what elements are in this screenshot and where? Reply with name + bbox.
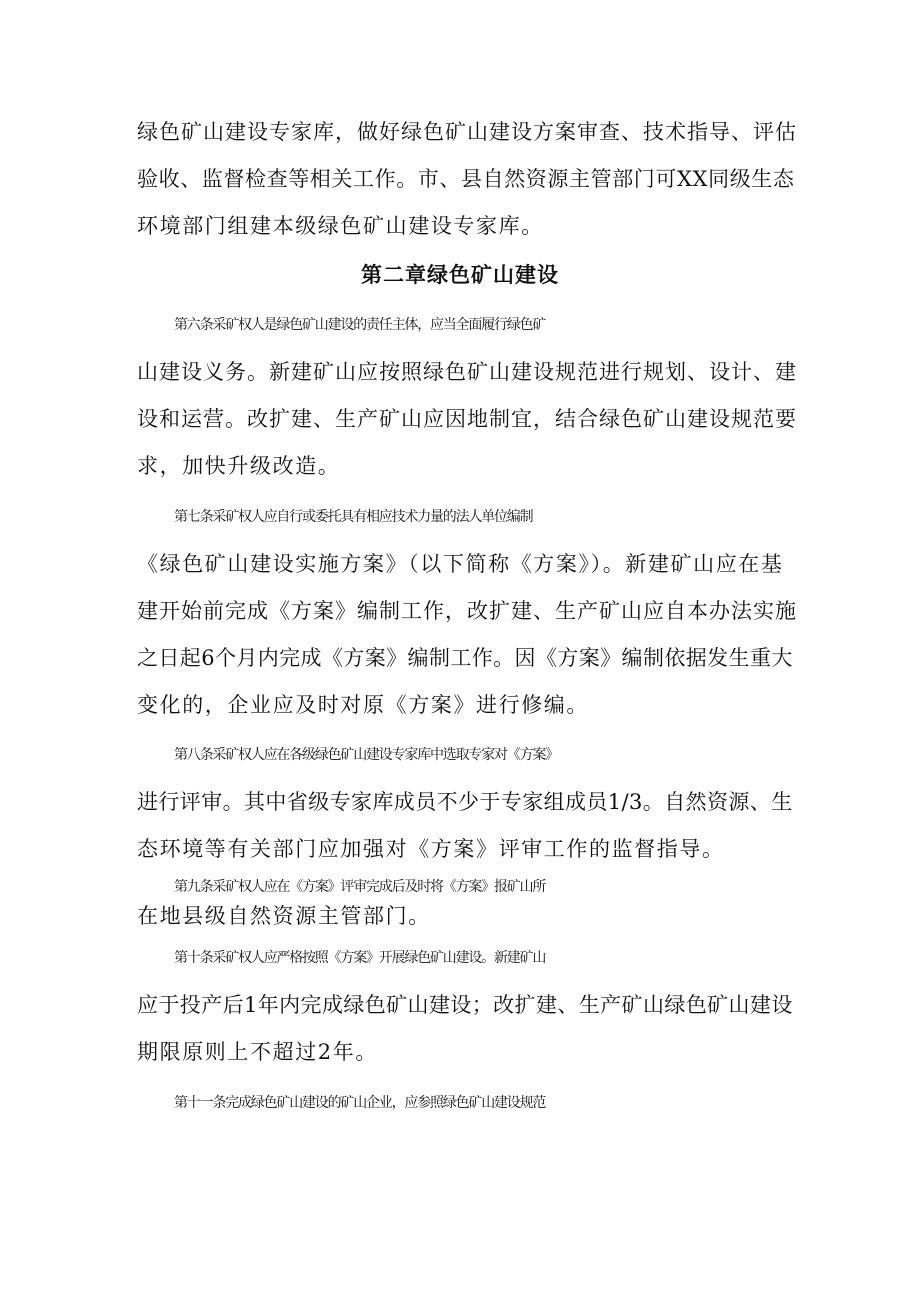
paragraph-line: 期限原则上不超过2年。 [137, 1040, 378, 1064]
paragraph-line: 在地县级自然资源主管部门。 [137, 904, 431, 928]
paragraph-line: 态环境等有关部门应加强对《方案》评审工作的监督指导。 [137, 837, 725, 861]
paragraph-line: 验收、监督检查等相关工作。市、县自然资源主管部门可XX同级生态 [137, 167, 795, 191]
paragraph-line: 设和运营。改扩建、生产矿山应因地制宜，结合绿色矿山建设规范要 [137, 407, 797, 431]
paragraph-line: 《绿色矿山建设实施方案》（以下简称《方案》）。新建矿山应在基 [137, 552, 784, 576]
paragraph-line: 求，加快升级改造。 [137, 454, 341, 478]
paragraph-line: 进行评审。其中省级专家库成员不少于专家组成员1/3。自然资源、生 [137, 790, 793, 814]
paragraph-line: 变化的，企业应及时对原《方案》进行修编。 [137, 693, 589, 717]
paragraph-line: 环境部门组建本级绿色矿山建设专家库。 [137, 214, 544, 238]
paragraph-line: 第九条采矿权人应在《方案》评审完成后及时将《方案》报矿山所 [174, 879, 546, 895]
paragraph-line: 应于投产后1年内完成绿色矿山建设；改扩建、生产矿山绿色矿山建设 [137, 993, 793, 1017]
paragraph-line: 绿色矿山建设专家库，做好绿色矿山建设方案审查、技术指导、评估 [137, 120, 797, 144]
paragraph-line: 建开始前完成《方案》编制工作，改扩建、生产矿山应自本办法实施 [137, 599, 797, 623]
chapter-heading: 第二章绿色矿山建设 [361, 263, 559, 287]
paragraph-line: 第六条采矿权人是绿色矿山建设的责任主体，应当全面履行绿色矿 [174, 317, 546, 333]
paragraph-line: 第十一条完成绿色矿山建设的矿山企业，应参照绿色矿山建设规范 [174, 1095, 546, 1111]
paragraph-line: 第七条采矿权人应自行或委托具有相应技术力量的法人单位编制 [174, 509, 533, 525]
paragraph-line: 山建设义务。新建矿山应按照绿色矿山建设规范进行规划、设计、建 [137, 360, 797, 384]
paragraph-line: 之日起6个月内完成《方案》编制工作。因《方案》编制依据发生重大 [137, 646, 793, 670]
paragraph-line: 第八条采矿权人应在各级绿色矿山建设专家库中选取专家对《方案》 [174, 747, 558, 763]
paragraph-line: 第十条采矿权人应严格按照《方案》开展绿色矿山建设。新建矿山 [174, 950, 546, 966]
